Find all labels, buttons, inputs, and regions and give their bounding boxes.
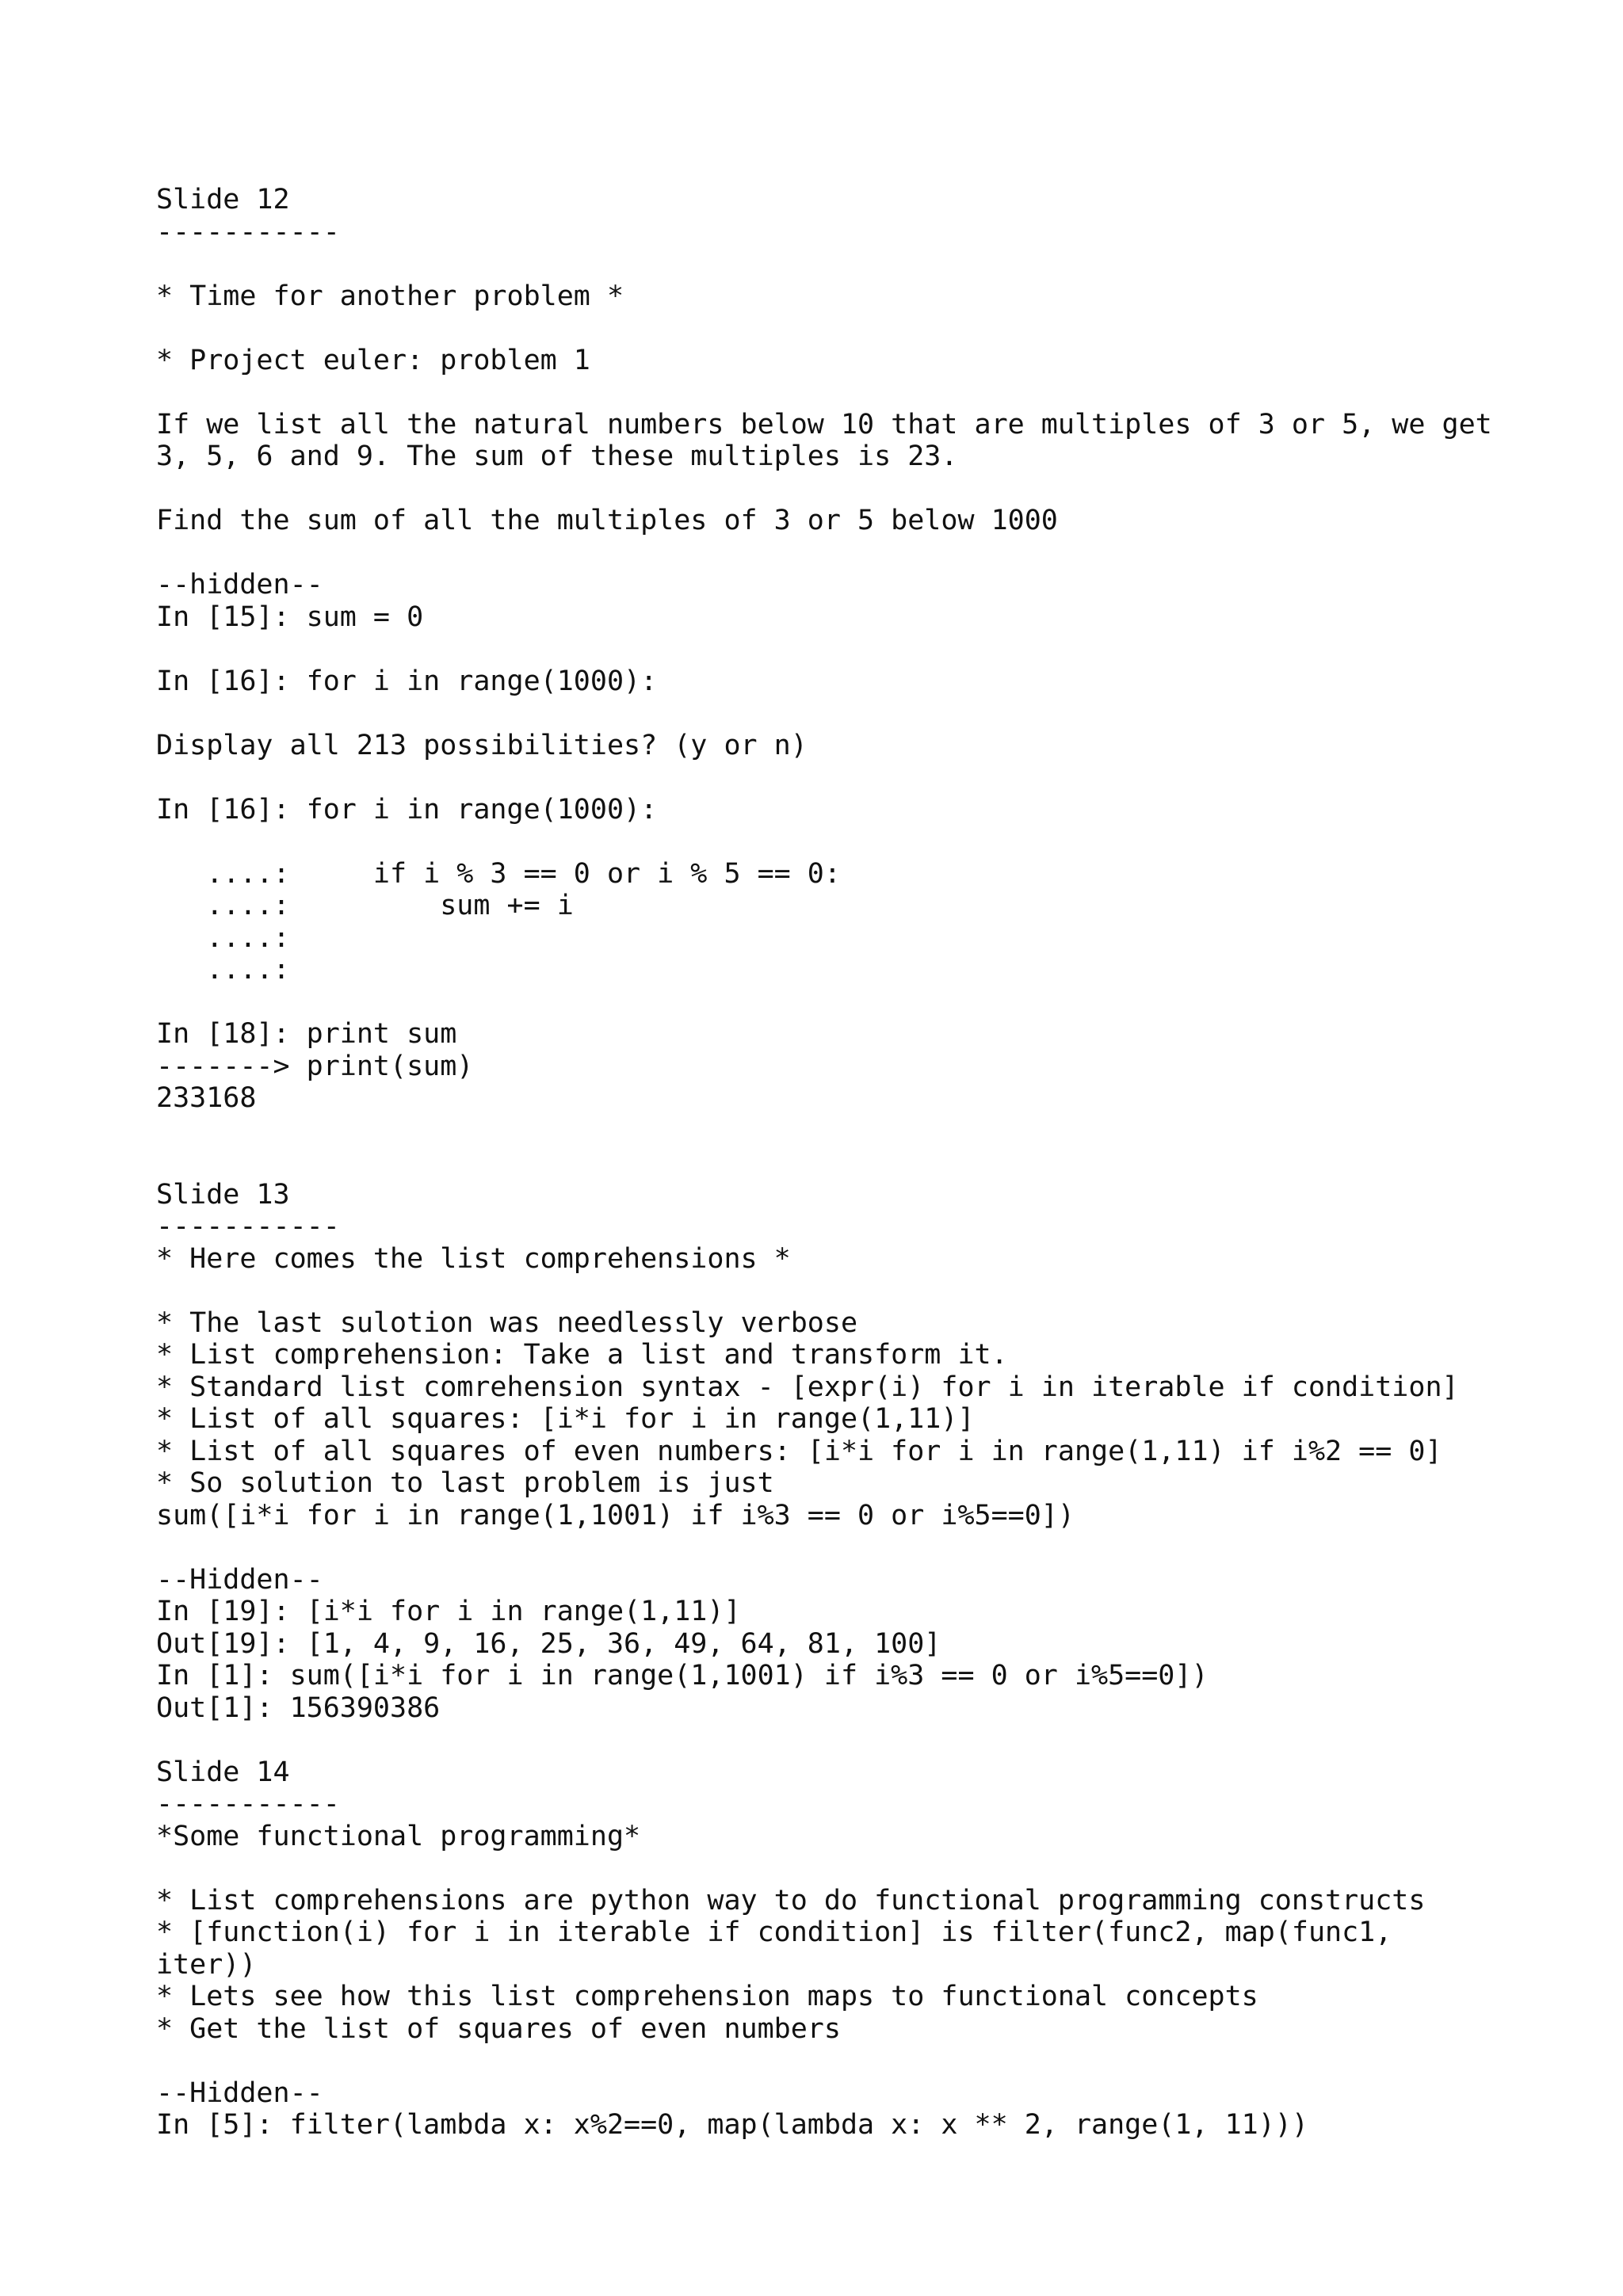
text-line: * Get the list of squares of even numbers	[156, 2012, 841, 2045]
text-line: * Time for another problem *	[156, 280, 624, 312]
blank-line	[156, 537, 1583, 570]
text-line: If we list all the natural numbers below 10 that are multiples of 3 or 5, we get	[156, 408, 1492, 441]
text-line: iter))	[156, 1948, 257, 1981]
text-line: In [1]: sum([i*i for i in range(1,1001) if i%3 == 0 or i%5==0])	[156, 1660, 1209, 1691]
blank-line	[156, 1146, 1583, 1179]
text-line: ....:	[156, 954, 290, 986]
blank-line	[156, 1115, 1583, 1147]
blank-line	[156, 986, 1583, 1019]
text-line: Find the sum of all the multiples of 3 or 5 below 1000	[156, 505, 1058, 536]
text-line: * Project euler: problem 1	[156, 344, 590, 376]
text-line: * List comprehensions are python way to do functional programming constructs	[156, 1884, 1426, 1917]
blank-line	[156, 761, 1583, 794]
text-line: Slide 13	[156, 1178, 290, 1211]
text-line: sum([i*i for i in range(1,1001) if i%3 == 0 or i%5==0])	[156, 1499, 1075, 1531]
text-line: -----------	[156, 215, 340, 248]
text-line: Out[19]: [1, 4, 9, 16, 25, 36, 49, 64, 81, 100]	[156, 1627, 941, 1660]
text-line: Out[1]: 156390386	[156, 1691, 441, 1724]
text-line: ....:	[156, 921, 290, 954]
text-line: In [16]: for i in range(1000):	[156, 793, 658, 826]
text-line: * List comprehension: Take a list and transform it.	[156, 1339, 1008, 1371]
text-line: --Hidden--	[156, 2077, 323, 2109]
text-line: In [5]: filter(lambda x: x%2==0, map(lambda x: x ** 2, range(1, 11)))	[156, 2109, 1308, 2141]
blank-line	[156, 633, 1583, 666]
text-line: * Standard list comrehension syntax - [expr(i) for i in iterable if condition]	[156, 1371, 1459, 1403]
blank-line	[156, 826, 1583, 858]
blank-line	[156, 2045, 1583, 2077]
text-line: * [function(i) for i in iterable if condition] is filter(func2, map(func1,	[156, 1917, 1392, 1948]
text-line: * So solution to last problem is just	[156, 1467, 774, 1499]
text-line: --hidden--	[156, 569, 323, 601]
blank-line	[156, 473, 1583, 505]
text-line: ....: sum += i	[156, 890, 574, 921]
text-line: Slide 12	[156, 184, 290, 215]
blank-line	[156, 1852, 1583, 1885]
text-line: -----------	[156, 1788, 340, 1820]
text-line: * The last sulotion was needlessly verbose	[156, 1306, 858, 1339]
text-line: In [19]: [i*i for i in range(1,11)]	[156, 1596, 741, 1627]
text-line: --Hidden--	[156, 1563, 323, 1596]
text-line: *Some functional programming*	[156, 1820, 641, 1852]
text-line: ....: if i % 3 == 0 or i % 5 == 0:	[156, 857, 841, 890]
text-line: -------> print(sum)	[156, 1050, 474, 1082]
document-page	[156, 184, 1583, 2142]
text-line: In [16]: for i in range(1000):	[156, 665, 658, 697]
text-line: Display all 213 possibilities? (y or n)	[156, 729, 808, 761]
blank-line	[156, 1724, 1583, 1756]
blank-line	[156, 1531, 1583, 1564]
blank-line	[156, 697, 1583, 730]
blank-line	[156, 376, 1583, 409]
text-line: In [18]: print sum	[156, 1018, 457, 1050]
text-line: * Here comes the list comprehensions *	[156, 1242, 791, 1275]
blank-line	[156, 248, 1583, 280]
text-line: * List of all squares: [i*i for i in range(1,11)]	[156, 1403, 975, 1435]
text-line: * List of all squares of even numbers: [i*i for i in range(1,11) if i%2 == 0]	[156, 1435, 1442, 1467]
text-line: 3, 5, 6 and 9. The sum of these multiples is 23.	[156, 441, 958, 472]
blank-line	[156, 312, 1583, 345]
text-line: Slide 14	[156, 1756, 290, 1788]
text-line: -----------	[156, 1211, 340, 1242]
text-line: In [15]: sum = 0	[156, 601, 424, 633]
text-line: 233168	[156, 1082, 257, 1114]
blank-line	[156, 1275, 1583, 1307]
text-line: * Lets see how this list comprehension maps to functional concepts	[156, 1981, 1258, 2012]
